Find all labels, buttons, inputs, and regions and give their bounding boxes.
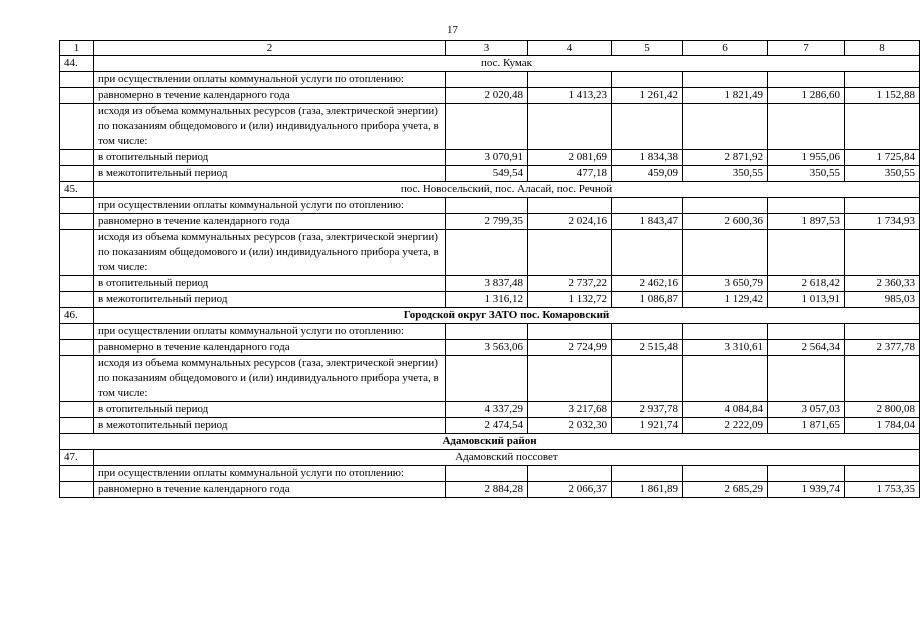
value-cell: 2 884,28 (446, 482, 528, 498)
value-cell: 1 861,89 (612, 482, 683, 498)
group-number: 46. (60, 308, 94, 324)
row-description: равномерно в течение календарного года (94, 482, 446, 498)
value-cell: 2 032,30 (528, 418, 612, 434)
empty-cell (845, 230, 920, 276)
empty-cell (683, 466, 768, 482)
value-cell: 1 955,06 (768, 150, 845, 166)
row-description: равномерно в течение календарного года (94, 214, 446, 230)
empty-cell (612, 466, 683, 482)
row-description: в отопительный период (94, 402, 446, 418)
row-description: в отопительный период (94, 276, 446, 292)
empty-cell (60, 214, 94, 230)
value-cell: 1 871,65 (768, 418, 845, 434)
value-cell: 459,09 (612, 166, 683, 182)
table-row (60, 356, 920, 402)
empty-cell (446, 72, 528, 88)
district-title: Адамовский район (60, 434, 920, 450)
empty-cell (683, 324, 768, 340)
empty-cell (60, 104, 94, 150)
empty-cell (60, 166, 94, 182)
empty-cell (528, 104, 612, 150)
table-row (60, 104, 920, 150)
empty-cell (845, 466, 920, 482)
empty-cell (60, 72, 94, 88)
value-cell: 3 563,06 (446, 340, 528, 356)
value-cell: 2 600,36 (683, 214, 768, 230)
empty-cell (60, 198, 94, 214)
empty-cell (446, 230, 528, 276)
header-cell: 3 (446, 41, 528, 56)
row-description: исходя из объема коммунальных ресурсов (газа, электрической энергии) по показаниям общедомового и (или) индивидуального прибора учета, в том числе: (94, 230, 446, 276)
value-cell: 2 685,29 (683, 482, 768, 498)
group-title-row (60, 182, 920, 198)
empty-cell (845, 356, 920, 402)
value-cell: 350,55 (845, 166, 920, 182)
value-cell: 3 310,61 (683, 340, 768, 356)
group-title: пос. Кумак (94, 56, 920, 72)
value-cell: 1 286,60 (768, 88, 845, 104)
table-row (60, 340, 920, 356)
table-row (60, 72, 920, 88)
group-title: пос. Новосельский, пос. Аласай, пос. Речной (94, 182, 920, 198)
value-cell: 1 152,88 (845, 88, 920, 104)
value-cell: 1 821,49 (683, 88, 768, 104)
value-cell: 2 737,22 (528, 276, 612, 292)
value-cell: 2 020,48 (446, 88, 528, 104)
header-cell: 1 (60, 41, 94, 56)
value-cell: 1 316,12 (446, 292, 528, 308)
empty-cell (528, 324, 612, 340)
empty-cell (768, 230, 845, 276)
empty-cell (60, 324, 94, 340)
value-cell: 2 515,48 (612, 340, 683, 356)
empty-cell (60, 482, 94, 498)
district-row (60, 434, 920, 450)
row-description: при осуществлении оплаты коммунальной услуги по отоплению: (94, 198, 446, 214)
group-title: Городской округ ЗАТО пос. Комаровский (94, 308, 920, 324)
empty-cell (60, 150, 94, 166)
empty-cell (683, 104, 768, 150)
header-cell: 5 (612, 41, 683, 56)
empty-cell (60, 276, 94, 292)
empty-cell (768, 324, 845, 340)
value-cell: 1 734,93 (845, 214, 920, 230)
value-cell: 3 070,91 (446, 150, 528, 166)
value-cell: 3 057,03 (768, 402, 845, 418)
table-row (60, 214, 920, 230)
value-cell: 3 837,48 (446, 276, 528, 292)
header-cell: 6 (683, 41, 768, 56)
value-cell: 1 132,72 (528, 292, 612, 308)
table-row (60, 418, 920, 434)
empty-cell (768, 356, 845, 402)
row-description: равномерно в течение календарного года (94, 340, 446, 356)
value-cell: 1 261,42 (612, 88, 683, 104)
value-cell: 1 413,23 (528, 88, 612, 104)
value-cell: 549,54 (446, 166, 528, 182)
value-cell: 1 834,38 (612, 150, 683, 166)
empty-cell (528, 466, 612, 482)
value-cell: 1 725,84 (845, 150, 920, 166)
group-title-row (60, 450, 920, 466)
empty-cell (612, 72, 683, 88)
value-cell: 2 066,37 (528, 482, 612, 498)
group-title-row (60, 308, 920, 324)
empty-cell (60, 292, 94, 308)
empty-cell (683, 198, 768, 214)
group-number: 44. (60, 56, 94, 72)
value-cell: 2 360,33 (845, 276, 920, 292)
header-cell: 2 (94, 41, 446, 56)
row-description: исходя из объема коммунальных ресурсов (газа, электрической энергии) по показаниям общедомового и (или) индивидуального прибора учета, в том числе: (94, 104, 446, 150)
empty-cell (528, 198, 612, 214)
value-cell: 2 474,54 (446, 418, 528, 434)
value-cell: 2 081,69 (528, 150, 612, 166)
value-cell: 1 843,47 (612, 214, 683, 230)
empty-cell (768, 104, 845, 150)
empty-cell (612, 230, 683, 276)
empty-cell (528, 356, 612, 402)
empty-cell (768, 198, 845, 214)
value-cell: 350,55 (768, 166, 845, 182)
value-cell: 1 129,42 (683, 292, 768, 308)
empty-cell (612, 324, 683, 340)
empty-cell (845, 324, 920, 340)
empty-cell (60, 230, 94, 276)
header-cell: 8 (845, 41, 920, 56)
table-row (60, 402, 920, 418)
value-cell: 3 650,79 (683, 276, 768, 292)
value-cell: 2 937,78 (612, 402, 683, 418)
page-number: 17 (447, 24, 458, 36)
empty-cell (683, 72, 768, 88)
empty-cell (60, 466, 94, 482)
empty-cell (768, 466, 845, 482)
group-number: 45. (60, 182, 94, 198)
empty-cell (845, 72, 920, 88)
empty-cell (612, 356, 683, 402)
value-cell: 2 377,78 (845, 340, 920, 356)
group-number: 47. (60, 450, 94, 466)
row-description: в межотопительный период (94, 418, 446, 434)
value-cell: 1 921,74 (612, 418, 683, 434)
value-cell: 2 724,99 (528, 340, 612, 356)
row-description: при осуществлении оплаты коммунальной услуги по отоплению: (94, 324, 446, 340)
value-cell: 1 753,35 (845, 482, 920, 498)
row-description: исходя из объема коммунальных ресурсов (газа, электрической энергии) по показаниям общедомового и (или) индивидуального прибора учета, в том числе: (94, 356, 446, 402)
value-cell: 477,18 (528, 166, 612, 182)
empty-cell (446, 324, 528, 340)
header-cell: 4 (528, 41, 612, 56)
empty-cell (845, 104, 920, 150)
table-row (60, 324, 920, 340)
row-description: при осуществлении оплаты коммунальной услуги по отоплению: (94, 466, 446, 482)
empty-cell (528, 230, 612, 276)
value-cell: 2 871,92 (683, 150, 768, 166)
empty-cell (528, 72, 612, 88)
header-cell: 7 (768, 41, 845, 56)
empty-cell (683, 230, 768, 276)
table-row (60, 166, 920, 182)
row-description: в межотопительный период (94, 292, 446, 308)
empty-cell (612, 198, 683, 214)
row-description: в межотопительный период (94, 166, 446, 182)
row-description: при осуществлении оплаты коммунальной услуги по отоплению: (94, 72, 446, 88)
empty-cell (845, 198, 920, 214)
empty-cell (683, 356, 768, 402)
table-row (60, 150, 920, 166)
value-cell: 2 564,34 (768, 340, 845, 356)
table-row (60, 482, 920, 498)
value-cell: 2 222,09 (683, 418, 768, 434)
value-cell: 4 337,29 (446, 402, 528, 418)
header-row (60, 41, 920, 56)
value-cell: 1 086,87 (612, 292, 683, 308)
value-cell: 1 939,74 (768, 482, 845, 498)
empty-cell (612, 104, 683, 150)
value-cell: 2 462,16 (612, 276, 683, 292)
empty-cell (60, 402, 94, 418)
value-cell: 2 799,35 (446, 214, 528, 230)
empty-cell (60, 88, 94, 104)
table-row (60, 292, 920, 308)
table-row (60, 276, 920, 292)
group-title: Адамовский поссовет (94, 450, 920, 466)
empty-cell (446, 356, 528, 402)
value-cell: 350,55 (683, 166, 768, 182)
value-cell: 2 618,42 (768, 276, 845, 292)
row-description: в отопительный период (94, 150, 446, 166)
tariff-table (59, 40, 920, 498)
value-cell: 985,03 (845, 292, 920, 308)
table-row (60, 88, 920, 104)
empty-cell (446, 466, 528, 482)
table-row (60, 230, 920, 276)
row-description: равномерно в течение календарного года (94, 88, 446, 104)
empty-cell (60, 340, 94, 356)
empty-cell (768, 72, 845, 88)
value-cell: 2 800,08 (845, 402, 920, 418)
value-cell: 1 013,91 (768, 292, 845, 308)
value-cell: 2 024,16 (528, 214, 612, 230)
value-cell: 1 784,04 (845, 418, 920, 434)
empty-cell (446, 104, 528, 150)
value-cell: 4 084,84 (683, 402, 768, 418)
empty-cell (60, 356, 94, 402)
empty-cell (60, 418, 94, 434)
empty-cell (446, 198, 528, 214)
value-cell: 3 217,68 (528, 402, 612, 418)
group-title-row (60, 56, 920, 72)
value-cell: 1 897,53 (768, 214, 845, 230)
table-row (60, 198, 920, 214)
table-row (60, 466, 920, 482)
